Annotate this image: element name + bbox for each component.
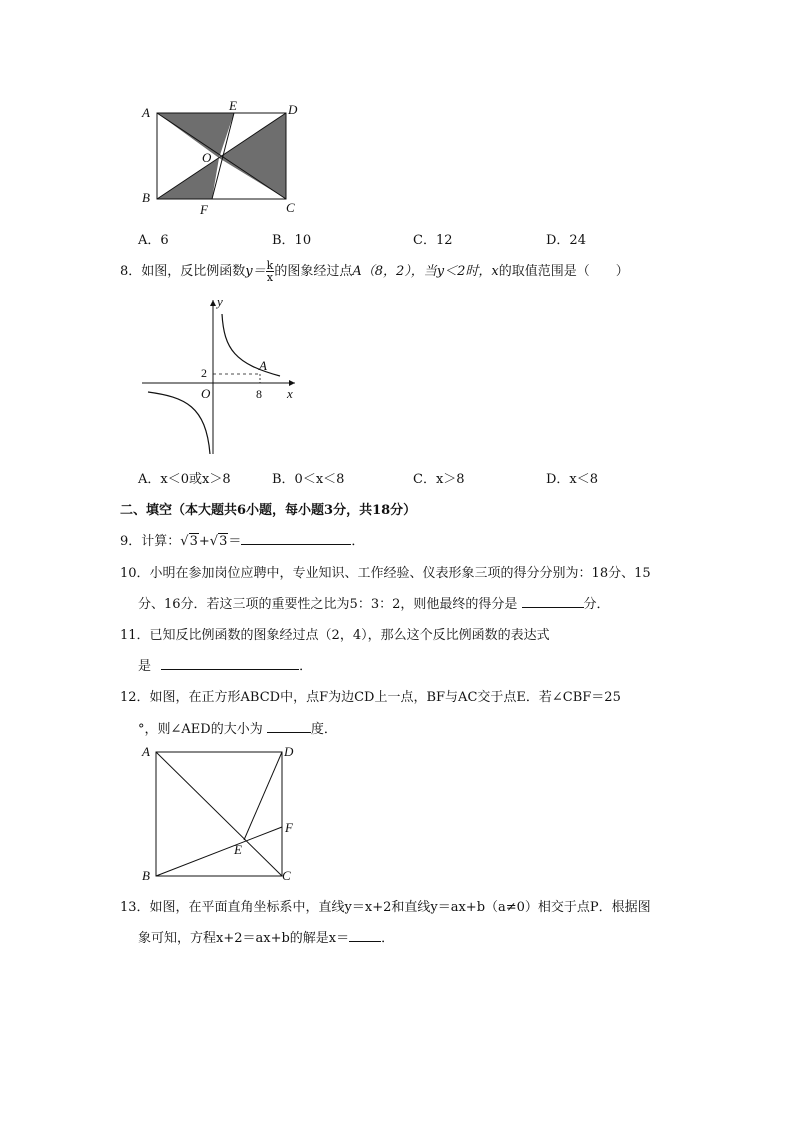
q12-label-e: E (234, 842, 242, 857)
q8-curve-q1 (222, 314, 280, 376)
q11-line-2-suffix: ． (299, 659, 313, 674)
q8-stem-prefix: 8．如图，反比例函数 (120, 264, 246, 279)
q7-shaded-triangle-aoe (157, 113, 234, 158)
q7-rectangle-figure (136, 98, 306, 218)
q10-line-2 (138, 593, 610, 612)
q7-option-c: C．12 (413, 233, 453, 248)
q8-frac-num: k (266, 259, 274, 272)
q9-line (120, 530, 364, 549)
q13-line-2-suffix: ． (381, 931, 395, 946)
q8-fraction (266, 260, 275, 283)
q8-option-c: C．x＞8 (413, 472, 465, 487)
q12-line-2-suffix: 度． (310, 722, 337, 737)
q12-line-1: 12．如图，在正方形ABCD中，点F为边CD上一点，BF与AC交于点E．若∠CBF＝25 (120, 690, 621, 705)
q8-frac-den: x (266, 271, 274, 284)
q8-origin-label: O (201, 386, 211, 401)
q12-diagonal-ac (156, 752, 282, 876)
q7-label-f: F (200, 202, 208, 217)
q10-answer-blank[interactable] (522, 595, 584, 608)
q8-stem-end: 的取值范围是（ ） (498, 264, 629, 279)
q12-label-b: B (142, 868, 150, 883)
q9-eq: ＝ (228, 534, 242, 549)
q7-label-a: A (142, 105, 150, 120)
q9-end: ． (351, 534, 365, 549)
q8-point-label: A (259, 358, 267, 373)
q13-line-1: 13．如图，在平面直角坐标系中，直线y＝x+2和直线y＝ax+b（a≠0）相交于点P．根据图 (120, 900, 651, 915)
q13-answer-blank[interactable] (349, 929, 381, 942)
q11-line-2-prefix: 是 (138, 659, 152, 674)
q12-label-a: A (142, 744, 150, 759)
q8-y-eq: y＝ (245, 264, 266, 279)
q12-line-2 (138, 718, 337, 737)
q13-line-2-prefix: 象可知，方程x+2＝ax+b的解是x＝ (138, 931, 350, 946)
q7-label-b: B (142, 190, 150, 205)
q12-answer-blank[interactable] (267, 720, 311, 733)
q8-tick-x: 8 (256, 387, 262, 401)
q8-cond: y＜2时， (436, 264, 492, 279)
q8-stem-suffix: 的图象经过点 (274, 264, 353, 279)
q10-line-2-prefix: 分、16分．若这三项的重要性之比为5：3：2，则他最终的得分是 (138, 597, 518, 612)
q13-line-2 (138, 927, 394, 946)
q12-label-f: F (285, 820, 293, 835)
q12-segment-bf (156, 827, 282, 876)
q11-line-1: 11．已知反比例函数的图象经过点（2，4），那么这个反比例函数的表达式 (120, 628, 550, 643)
q9-radicand-2: 3 (219, 534, 228, 549)
q12-segment-de (244, 752, 282, 840)
section-2-title: 二、填空（本大题共6小题，每小题3分，共18分） (120, 503, 417, 518)
q8-tick-y: 2 (201, 366, 207, 380)
q8-option-a: A．x＜0或x＞8 (138, 472, 231, 487)
q7-label-d: D (288, 102, 298, 117)
q12-label-d: D (284, 744, 294, 759)
q8-option-d: D．x＜8 (546, 472, 599, 487)
q8-x-var: x (491, 264, 499, 279)
q8-x-label: x (287, 386, 293, 401)
q9-prefix: 9．计算： (120, 534, 181, 549)
q9-sqrt-sign-2: √ (209, 534, 219, 549)
q12-square-figure (136, 742, 306, 884)
q12-label-c: C (282, 868, 291, 883)
q8-hyperbola-graph (140, 294, 310, 456)
q7-label-e: E (229, 98, 237, 113)
q8-option-b: B．0＜x＜8 (272, 472, 345, 487)
q8-options (0, 468, 794, 486)
q7-label-c: C (286, 200, 295, 215)
q7-option-b: B．10 (272, 233, 312, 248)
q12-line-2-prefix: °，则∠AED的大小为 (138, 722, 263, 737)
q8-stem (120, 260, 629, 283)
q8-point: A（8，2），当 (352, 264, 437, 279)
q11-line-2 (138, 655, 312, 674)
q10-line-2-suffix: 分． (583, 597, 610, 612)
q9-radicand-1: 3 (189, 534, 198, 549)
q10-line-1: 10．小明在参加岗位应聘中，专业知识、工作经验、仪表形象三项的得分分别为：18分、15 (120, 566, 651, 581)
q8-y-label: y (217, 294, 223, 309)
q9-plus: + (198, 534, 210, 549)
q7-label-o: O (202, 150, 212, 165)
q9-sqrt-sign: √ (180, 534, 189, 549)
q8-curve-q3 (148, 392, 210, 454)
q11-answer-blank[interactable] (161, 657, 299, 670)
q7-option-a: A．6 (138, 233, 169, 248)
q9-answer-blank[interactable] (241, 532, 351, 545)
q7-option-d: D．24 (546, 233, 586, 248)
q7-options (0, 229, 794, 247)
